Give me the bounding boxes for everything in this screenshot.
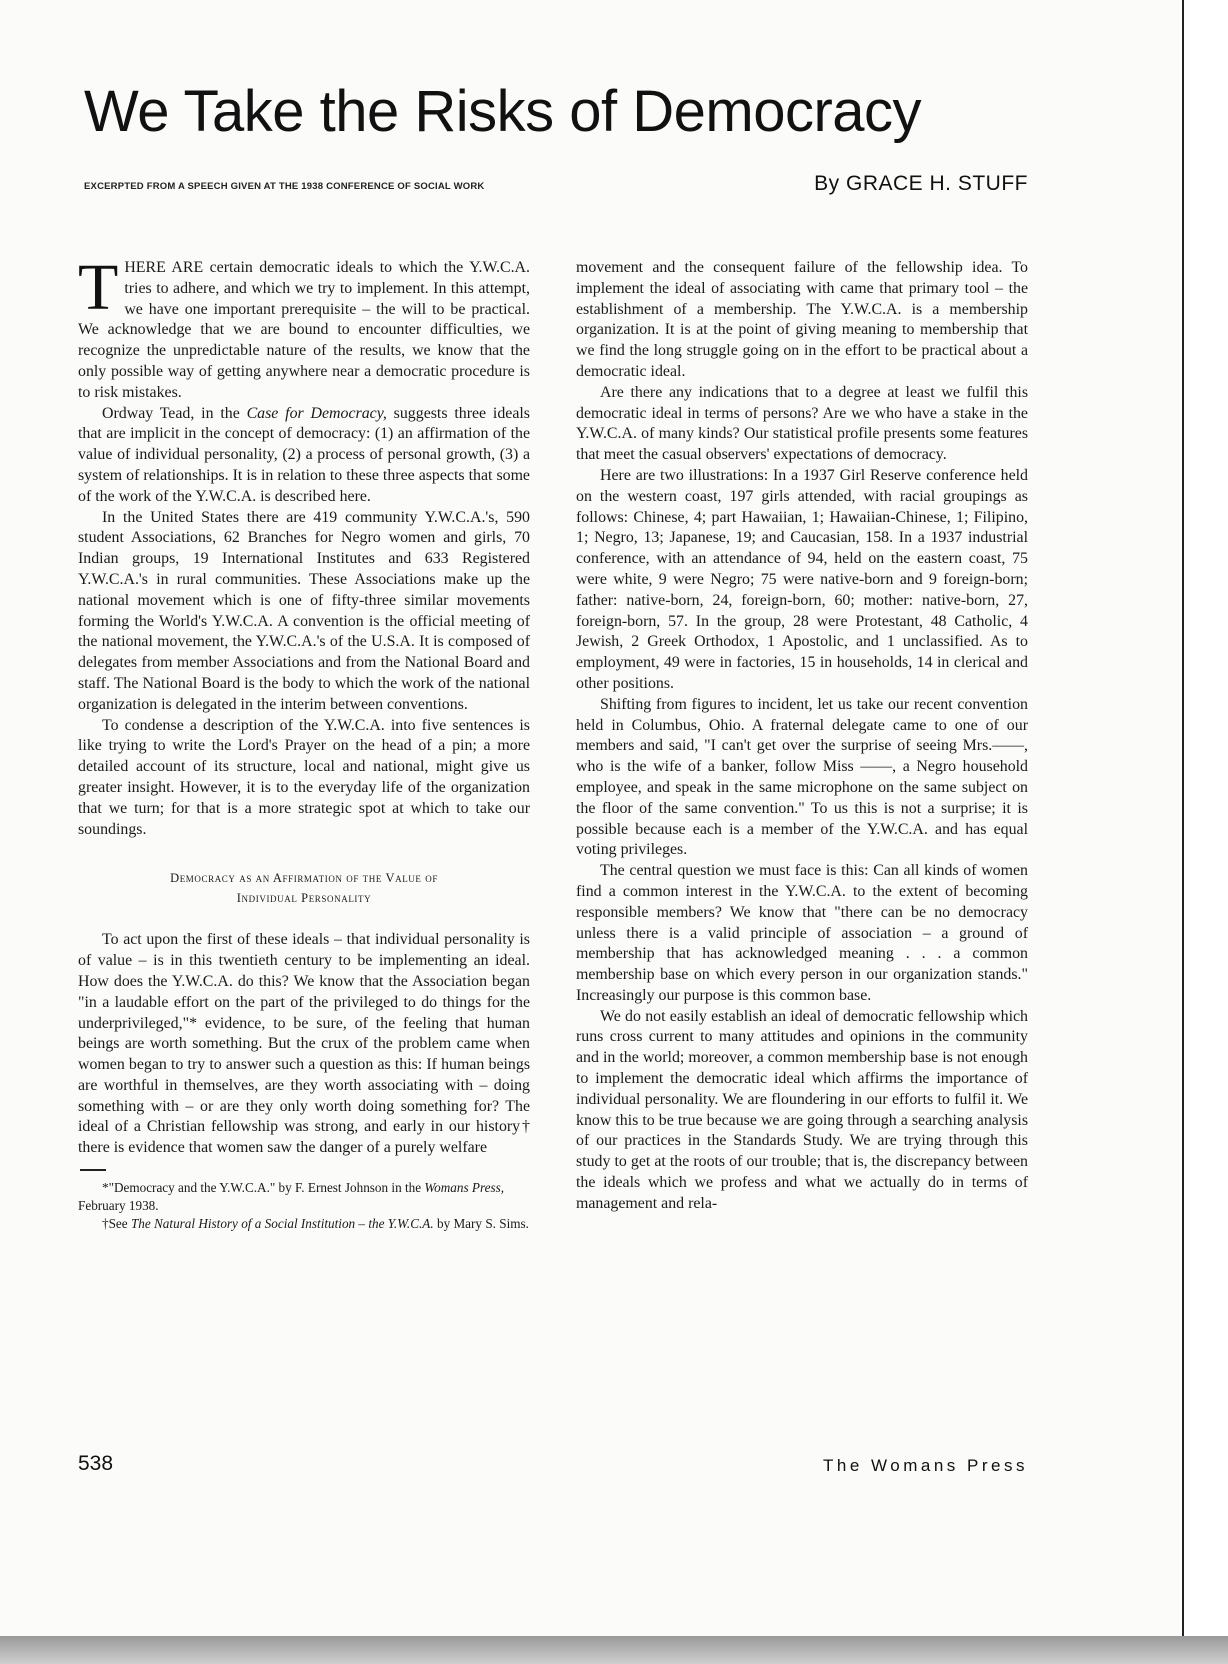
paragraph: Shifting from figures to incident, let us take our recent convention held in Columbus, Ohio. A fraternal delegate came to one of our members and said, "I can't get over the surprise of seeing Mrs.——, who is the wife of a banker, follow Miss ——, a Negro household employee, and speak in the same microphone on the same subject on the floor of the same convention." To us this is not a surprise; it is possible because each is a member of the Y.W.C.A. and has equal voting privileges.	[576, 695, 1028, 859]
paragraph: To condense a description of the Y.W.C.A. into five sentences is like trying to write the Lord's Prayer on the head of a pin; a more detailed account of its structure, local and national, might give us greater insight. However, it is to the everyday life of the organization that we turn; for that is a more strategic spot at which to take our soundings.	[78, 716, 530, 838]
page-number: 538	[78, 1452, 114, 1475]
paragraph-text: HERE ARE certain democratic ideals to which the Y.W.C.A. tries to adhere, and which we try to implement. In this attempt, we have one important prerequisite – the will to be practical. We acknowledge that we are bound to encounter difficulties, we recognize the unpredictable nature of the results, we know that the only possible way of getting anywhere near a democratic procedure is to risk mistakes.	[78, 259, 530, 401]
footnote-text: *"Democracy and the Y.W.C.A." by F. Ernest Johnson in the	[102, 1180, 425, 1196]
footnote-text: February 1938.	[78, 1198, 159, 1214]
section-heading	[78, 868, 530, 908]
article-subtitle: EXCERPTED FROM A SPEECH GIVEN AT THE 1938 CONFERENCE OF SOCIAL WORK	[84, 181, 485, 192]
footnote	[78, 1215, 530, 1233]
paragraph	[78, 404, 530, 508]
viewer-bottom-edge	[0, 1636, 1228, 1664]
section-heading-line: Democracy as an Affirmation of the Value of	[170, 871, 438, 886]
journal-name: The Womans Press	[823, 1456, 1028, 1475]
article-title: We Take the Risks of Democracy	[84, 79, 922, 144]
paragraph: Here are two illustrations: In a 1937 Girl Reserve conference held on the western coast, 197 girls attended, with racial groupings as follows: Chinese, 4; part Hawaiian, 1; Hawaiian-Chinese, 1; Filipino, 1; Negro, 13; Japanese, 19; and Caucasian, 158. In a 1937 industrial conference, with an attendance of 94, held on the eastern coast, 75 were white, 9 were Negro; 75 were native-born and 9 foreign-born; father: native-born, 24, foreign-born, 60; mother: native-born, 27, foreign-born, 57. In the group, 28 were Protestant, 48 Catholic, 4 Jewish, 2 Greek Orthodox, 1 Apostolic, and 1 unclassified. As to employment, 49 were in factories, 15 in households, 14 in clerical and other positions.	[576, 466, 1028, 692]
paragraph: Are there any indications that to a degree at least we fulfil this democratic ideal in terms of persons? Are we who have a stake in the Y.W.C.A. of many kinds? Our statistical profile presents some features that meet the casual observers' expectations of democracy.	[576, 383, 1028, 464]
viewer-right-margin	[1180, 0, 1228, 1664]
article-byline: By GRACE H. STUFF	[814, 172, 1028, 195]
paragraph-text: suggests three ideals that are implicit in the concept of democracy: (1) an affirmation of the value of individual personality, (2) a process of personal growth, (3) a system of relationships. It is in relation to these three aspects that some of the work of the Y.W.C.A. is described here.	[78, 404, 530, 505]
paragraph	[78, 251, 530, 404]
left-column	[78, 251, 530, 1233]
footnote-text: by Mary S. Sims.	[433, 1216, 529, 1232]
footnote-italic: The Natural History of a Social Institution – the Y.W.C.A.	[130, 1216, 434, 1232]
footnote-italic: Womans Press,	[424, 1180, 505, 1196]
section-heading-line: Individual Personality	[236, 891, 372, 906]
footnote-rule	[80, 1169, 106, 1171]
viewer-edge-rule	[1182, 0, 1184, 1640]
footnote	[78, 1179, 530, 1215]
paragraph-text: Ordway Tead, in the	[102, 404, 247, 422]
paragraph: We do not easily establish an ideal of democratic fellowship which runs cross current to many attitudes and opinions in the community and in the world; moreover, a common membership base is not enough to implement the democratic ideal which affirms the importance of individual personality. We are floundering in our efforts to fulfil it. We know this to be true because we are going through a searching analysis of our practices in the Standards Study. We are trying through this study to get at the roots of our trouble; that is, the discrepancy between the ideals which we profess and what we actually do in terms of management and rela-	[576, 1007, 1028, 1212]
drop-cap: T	[78, 251, 119, 324]
footnote-text: †See	[102, 1216, 131, 1232]
paragraph: To act upon the first of these ideals – that individual personality is of value – is in this twentieth century to be implementing an ideal. How does the Y.W.C.A. do this? We know that the Association began "in a laudable effort on the part of the privileged to do things for the underprivileged,"* evidence, to be sure, of the feeling that human beings are worth something. But the crux of the problem came when women began to try to answer such a question as this: If human beings are worthful in themselves, are they worth associating with – doing something with – or are they only worth doing something for? The ideal of a Christian fellowship was strong, and early in our history† there is evidence that women saw the danger of a purely welfare	[78, 931, 530, 1157]
book-title: Case for Democracy,	[246, 404, 387, 422]
paragraph: In the United States there are 419 community Y.W.C.A.'s, 590 student Associations, 62 Branches for Negro women and girls, 70 Indian groups, 19 International Institutes and 633 Registered Y.W.C.A.'s in rural communities. These Associations make up the national movement which is one of fifty-three similar movements forming the World's Y.W.C.A. A convention is the official meeting of the national movement, the Y.W.C.A.'s of the U.S.A. It is composed of delegates from member Associations and from the National Board and staff. The National Board is the body to which the work of the national organization is delegated in the interim between conventions.	[78, 508, 530, 713]
paragraph: movement and the consequent failure of the fellowship idea. To implement the ideal of associating with came that primary tool – the establishment of a membership. The Y.W.C.A. is a membership organization. It is at the point of giving meaning to membership that we find the long struggle going on in the effort to be practical about a democratic ideal.	[576, 259, 1028, 380]
paragraph: The central question we must face is this: Can all kinds of women find a common interest in the Y.W.C.A. to the extent of becoming responsible members? We know that "there can be no democracy unless there is a valid principle of association – a ground of membership that has acknowledged meaning . . . a common membership base on which every person in our organization stands." Increasingly our purpose is this common base.	[576, 862, 1028, 1004]
right-column	[576, 258, 1028, 1215]
